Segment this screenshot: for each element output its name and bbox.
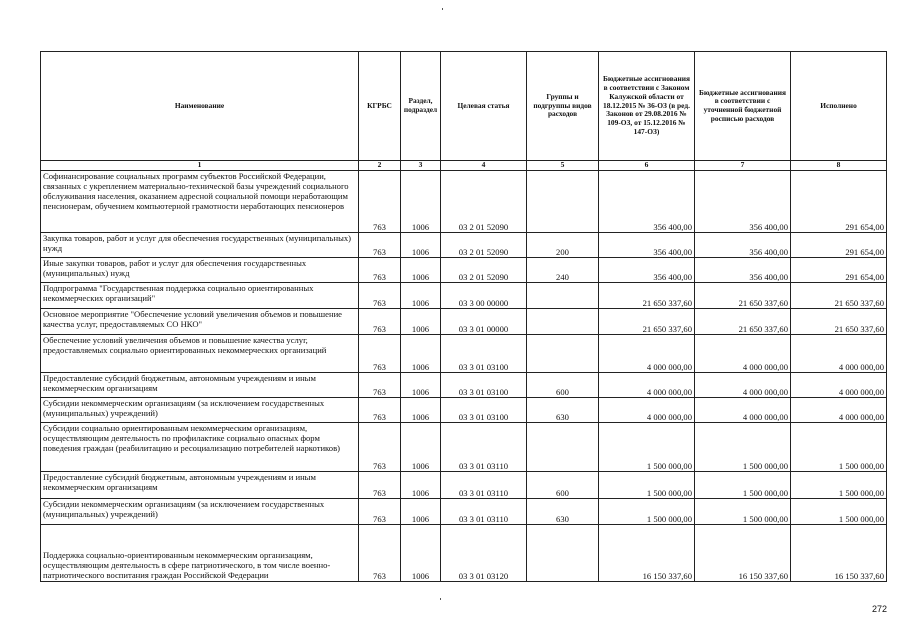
row-section: 1006 [401, 171, 441, 233]
table-row [41, 309, 887, 335]
row-target: 03 3 00 00000 [441, 283, 527, 309]
row-refined-amount: 1 500 000,00 [695, 472, 791, 499]
column-number: 8 [791, 161, 887, 171]
column-number: 6 [599, 161, 695, 171]
row-name: Основное мероприятие "Обеспечение условий увеличения объемов и повышение качества услуг, предоставляемых СО НКО" [41, 309, 359, 335]
row-group: 600 [527, 472, 599, 499]
column-number: 4 [441, 161, 527, 171]
row-kgrbs: 763 [359, 499, 401, 525]
row-section: 1006 [401, 258, 441, 283]
column-number: 3 [401, 161, 441, 171]
budget-table [40, 51, 887, 582]
row-name: Иные закупки товаров, работ и услуг для обеспечения государственных (муниципальных) нужд [41, 258, 359, 283]
row-kgrbs: 763 [359, 335, 401, 373]
row-executed-amount: 16 150 337,60 [791, 525, 887, 582]
row-name: Подпрограмма "Государственная поддержка социально ориентированных некоммерческих организаций" [41, 283, 359, 309]
row-law-amount: 356 400,00 [599, 233, 695, 258]
column-number: 1 [41, 161, 359, 171]
row-refined-amount: 356 400,00 [695, 233, 791, 258]
row-law-amount: 21 650 337,60 [599, 309, 695, 335]
table-row [41, 499, 887, 525]
row-refined-amount: 356 400,00 [695, 171, 791, 233]
row-kgrbs: 763 [359, 373, 401, 398]
row-refined-amount: 16 150 337,60 [695, 525, 791, 582]
column-number: 5 [527, 161, 599, 171]
row-section: 1006 [401, 335, 441, 373]
row-law-amount: 4 000 000,00 [599, 335, 695, 373]
row-kgrbs: 763 [359, 171, 401, 233]
row-target: 03 3 01 03120 [441, 525, 527, 582]
header-kgrbs: КГРБС [359, 52, 401, 161]
row-group: 240 [527, 258, 599, 283]
scan-speck [442, 8, 443, 10]
row-refined-amount: 21 650 337,60 [695, 283, 791, 309]
table-row [41, 423, 887, 472]
row-refined-amount: 4 000 000,00 [695, 398, 791, 423]
row-refined-amount: 4 000 000,00 [695, 373, 791, 398]
row-law-amount: 4 000 000,00 [599, 373, 695, 398]
row-group [527, 335, 599, 373]
row-target: 03 2 01 52090 [441, 258, 527, 283]
row-law-amount: 16 150 337,60 [599, 525, 695, 582]
row-executed-amount: 21 650 337,60 [791, 283, 887, 309]
header-target: Целевая статья [441, 52, 527, 161]
row-target: 03 2 01 52090 [441, 233, 527, 258]
row-refined-amount: 1 500 000,00 [695, 423, 791, 472]
row-target: 03 3 01 03100 [441, 335, 527, 373]
row-group [527, 171, 599, 233]
table-row [41, 472, 887, 499]
table-row [41, 398, 887, 423]
row-group: 630 [527, 499, 599, 525]
table-row [41, 373, 887, 398]
header-executed: Исполнено [791, 52, 887, 161]
row-law-amount: 21 650 337,60 [599, 283, 695, 309]
row-name: Поддержка социально-ориентированным некоммерческим организациям, осуществляющим деятельность в сфере патриотического, в том числе военно-патриотического воспитания граждан Российской Федерации [41, 525, 359, 582]
row-refined-amount: 4 000 000,00 [695, 335, 791, 373]
row-target: 03 3 01 03100 [441, 373, 527, 398]
row-refined-amount: 356 400,00 [695, 258, 791, 283]
table-row [41, 283, 887, 309]
row-kgrbs: 763 [359, 258, 401, 283]
row-section: 1006 [401, 233, 441, 258]
row-section: 1006 [401, 499, 441, 525]
row-refined-amount: 1 500 000,00 [695, 499, 791, 525]
table-row [41, 258, 887, 283]
header-law-allocations: Бюджетные ассигнования в соответствии с Законом Калужской области от 18.12.2015 № 36-ОЗ (в ред. Законов от 29.08.2016 № 109-ОЗ, от 15.12.2016 № 147-ОЗ) [599, 52, 695, 161]
row-target: 03 2 01 52090 [441, 171, 527, 233]
row-law-amount: 1 500 000,00 [599, 423, 695, 472]
row-target: 03 3 01 00000 [441, 309, 527, 335]
row-group: 630 [527, 398, 599, 423]
row-kgrbs: 763 [359, 525, 401, 582]
column-number-row [41, 161, 887, 171]
table-row [41, 335, 887, 373]
table-row [41, 525, 887, 582]
scan-speck [440, 598, 441, 600]
row-law-amount: 356 400,00 [599, 258, 695, 283]
row-kgrbs: 763 [359, 309, 401, 335]
row-group [527, 283, 599, 309]
row-section: 1006 [401, 525, 441, 582]
row-group [527, 525, 599, 582]
row-kgrbs: 763 [359, 423, 401, 472]
row-section: 1006 [401, 283, 441, 309]
row-executed-amount: 4 000 000,00 [791, 398, 887, 423]
header-name: Наименование [41, 52, 359, 161]
page-number: 272 [871, 604, 887, 614]
row-section: 1006 [401, 309, 441, 335]
row-name: Предоставление субсидий бюджетным, автономным учреждениям и иным некоммерческим организациям [41, 373, 359, 398]
table-row [41, 171, 887, 233]
row-kgrbs: 763 [359, 472, 401, 499]
header-row [41, 52, 887, 161]
row-executed-amount: 291 654,00 [791, 258, 887, 283]
row-group: 600 [527, 373, 599, 398]
row-executed-amount: 1 500 000,00 [791, 472, 887, 499]
header-refined-allocations: Бюджетные ассигнования в соответствии с уточненной бюджетной росписью расходов [695, 52, 791, 161]
column-number: 7 [695, 161, 791, 171]
row-target: 03 3 01 03110 [441, 499, 527, 525]
row-executed-amount: 291 654,00 [791, 233, 887, 258]
row-name: Закупка товаров, работ и услуг для обеспечения государственных (муниципальных) нужд [41, 233, 359, 258]
header-section: Раздел, подраздел [401, 52, 441, 161]
row-executed-amount: 4 000 000,00 [791, 335, 887, 373]
row-section: 1006 [401, 423, 441, 472]
row-group [527, 423, 599, 472]
column-number: 2 [359, 161, 401, 171]
row-section: 1006 [401, 398, 441, 423]
row-kgrbs: 763 [359, 233, 401, 258]
row-name: Субсидии некоммерческим организациям (за исключением государственных (муниципальных) учреждений) [41, 398, 359, 423]
row-executed-amount: 4 000 000,00 [791, 373, 887, 398]
row-section: 1006 [401, 373, 441, 398]
row-executed-amount: 291 654,00 [791, 171, 887, 233]
row-name: Обеспечение условий увеличения объемов и повышение качества услуг, предоставляемых социально ориентированных некоммерческих организаций [41, 335, 359, 373]
row-law-amount: 356 400,00 [599, 171, 695, 233]
table-row [41, 233, 887, 258]
row-target: 03 3 01 03110 [441, 423, 527, 472]
row-target: 03 3 01 03100 [441, 398, 527, 423]
row-target: 03 3 01 03110 [441, 472, 527, 499]
row-executed-amount: 1 500 000,00 [791, 499, 887, 525]
row-kgrbs: 763 [359, 283, 401, 309]
row-executed-amount: 1 500 000,00 [791, 423, 887, 472]
row-name: Предоставление субсидий бюджетным, автономным учреждениям и иным некоммерческим организациям [41, 472, 359, 499]
document-sheet [40, 51, 887, 582]
row-name: Субсидии некоммерческим организациям (за исключением государственных (муниципальных) учреждений) [41, 499, 359, 525]
row-law-amount: 4 000 000,00 [599, 398, 695, 423]
row-executed-amount: 21 650 337,60 [791, 309, 887, 335]
row-name: Софинансирование социальных программ субъектов Российской Федерации, связанных с укреплением материально-технической базы учреждений социального обслуживания населения, оказанием адресной социальной помощи неработающим пенсионерам, обучением компьютерной грамотности неработающих пенсионеров [41, 171, 359, 233]
header-groups: Группы и подгруппы видов расходов [527, 52, 599, 161]
row-law-amount: 1 500 000,00 [599, 499, 695, 525]
row-law-amount: 1 500 000,00 [599, 472, 695, 499]
row-refined-amount: 21 650 337,60 [695, 309, 791, 335]
row-kgrbs: 763 [359, 398, 401, 423]
row-section: 1006 [401, 472, 441, 499]
row-group: 200 [527, 233, 599, 258]
row-name: Субсидии социально ориентированным некоммерческим организациям, осуществляющим деятельность по профилактике социально опасных форм поведения граждан (реабилитацию и ресоциализацию потребителей наркотиков) [41, 423, 359, 472]
row-group [527, 309, 599, 335]
